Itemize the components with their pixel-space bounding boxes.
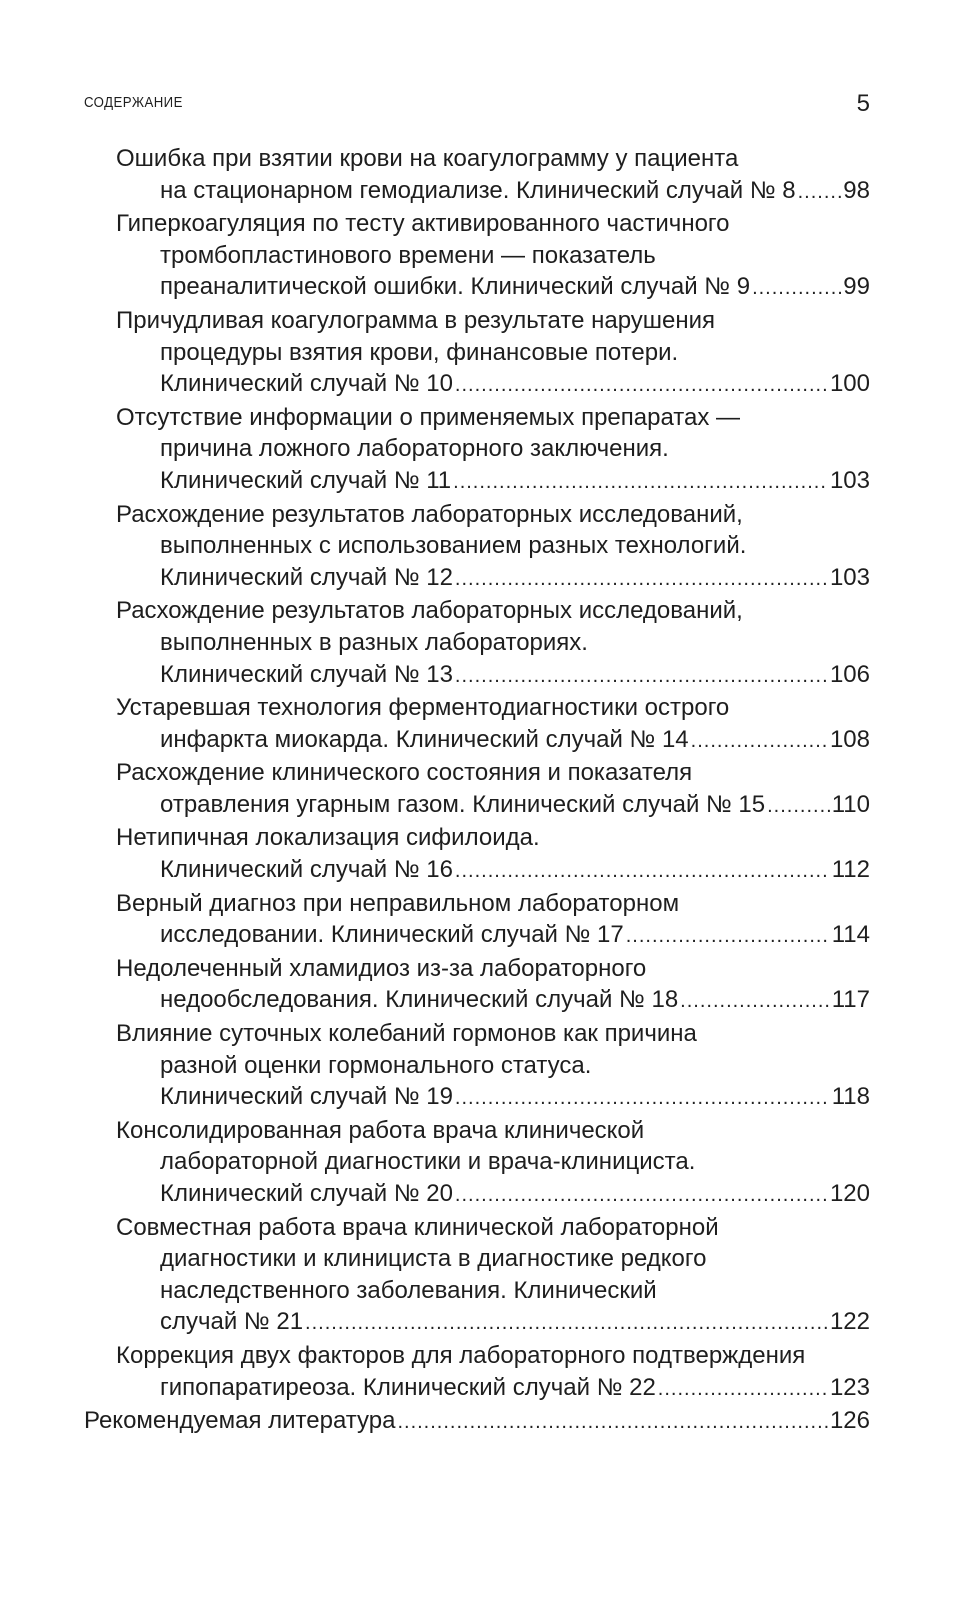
toc-entry-line: [116, 919, 870, 953]
toc-page-number: 126: [829, 1407, 870, 1435]
dot-leader: [455, 661, 828, 693]
toc-entry-line: [116, 368, 870, 402]
toc-entry-line: [116, 854, 870, 888]
toc-entry-text: Совместная работа врача клинической лабораторной: [116, 1213, 719, 1241]
toc-entry-line: [116, 337, 870, 369]
toc-page-number: 120: [829, 1180, 870, 1207]
toc-entry-line: [116, 757, 870, 789]
toc-entry[interactable]: [84, 1018, 870, 1115]
toc-entry-line: [116, 402, 870, 434]
toc-entry-line: [116, 530, 870, 562]
toc-entry-text: Ошибка при взятии крови на коагулограмму у пациента: [116, 145, 739, 172]
toc-entry-line: [116, 1018, 870, 1050]
toc-entry-line: [116, 1275, 870, 1307]
toc-entry-text: преаналитической ошибки. Клинический случай № 9: [160, 273, 751, 301]
toc-page-number: 103: [829, 563, 870, 591]
toc-entry-text: наследственного заболевания. Клинический: [160, 1276, 657, 1304]
running-title: СОДЕРЖАНИЕ: [84, 94, 183, 111]
toc-entry-text: тромбопластинового времени — показатель: [160, 241, 656, 269]
dot-leader: [691, 726, 828, 758]
toc-entry[interactable]: [84, 888, 870, 953]
toc-entry[interactable]: [84, 1340, 870, 1405]
toc-entry-text: Гиперкоагуляция по тесту активированного частичного: [116, 210, 730, 238]
toc-entry-text: Расхождение клинического состояния и показателя: [116, 759, 693, 787]
toc-entry-line: [116, 1306, 870, 1340]
toc-page-number: 114: [831, 921, 870, 949]
dot-leader: [798, 177, 842, 209]
dot-leader: [455, 1083, 830, 1115]
toc-page-number: 103: [829, 466, 870, 494]
toc-entry-line: [116, 433, 870, 465]
toc-entry-line: [116, 724, 870, 758]
toc-entry-line: [116, 240, 870, 272]
running-head: [84, 90, 870, 118]
toc-entry[interactable]: [84, 499, 870, 596]
toc-entry-text: процедуры взятия крови, финансовые потери.: [160, 338, 679, 366]
toc-entry-text: Верный диагноз при неправильном лабораторном: [116, 889, 680, 917]
toc-entry-text: случай № 21: [160, 1308, 304, 1336]
toc-entry-text: диагностики и клинициста в диагностике редкого: [160, 1245, 707, 1273]
dot-leader: [455, 564, 828, 596]
toc-entry[interactable]: [84, 757, 870, 822]
page-number: 5: [856, 90, 870, 117]
toc-entry-line: [116, 1178, 870, 1212]
toc-entry-line: [116, 1243, 870, 1275]
dot-leader: [455, 370, 828, 402]
dot-leader: [626, 921, 830, 953]
toc-page-number: 110: [831, 790, 870, 818]
toc-entry-text: Клинический случай № 12: [160, 563, 453, 591]
toc-entry[interactable]: [84, 143, 870, 208]
dot-leader: [767, 791, 830, 823]
toc-page-number: 122: [829, 1308, 870, 1336]
toc-entry-line: [116, 659, 870, 693]
toc-entry-line: [116, 822, 870, 854]
toc-entry-text: Консолидированная работа врача клинической: [116, 1116, 645, 1144]
toc-entry-line: [116, 208, 870, 240]
toc-entry-line: [116, 595, 870, 627]
toc-entry-line: [84, 1405, 870, 1439]
toc-entry-line: [116, 271, 870, 305]
toc-entry-line: [116, 562, 870, 596]
toc-entry-text: гипопаратиреоза. Клинический случай № 22: [160, 1373, 656, 1401]
toc-entry-line: [116, 1146, 870, 1178]
toc-entry-line: [116, 143, 870, 175]
dot-leader: [455, 856, 830, 888]
toc-entry-text: разной оценки гормонального статуса.: [160, 1051, 592, 1079]
toc-entry-line: [116, 789, 870, 823]
toc-entry-line: [116, 1081, 870, 1115]
toc-entry[interactable]: [84, 208, 870, 305]
toc-entry-text: выполненных с использованием разных технологий.: [160, 532, 747, 560]
toc-page-number: 106: [829, 660, 870, 688]
toc-entry-text: отравления угарным газом. Клинический случай № 15: [160, 790, 766, 818]
toc-entry-line: [116, 627, 870, 659]
dot-leader: [658, 1374, 828, 1406]
dot-leader: [305, 1308, 828, 1340]
dot-leader: [752, 273, 841, 305]
toc-entry-line: [116, 175, 870, 209]
dot-leader: [680, 986, 830, 1018]
toc-entry[interactable]: [84, 305, 870, 402]
toc-entry-text: Устаревшая технология ферментодиагностики острого: [116, 694, 730, 722]
toc-entry-text: недообследования. Клинический случай № 18: [160, 986, 679, 1014]
toc-entry-text: Клинический случай № 16: [160, 856, 453, 884]
toc-entry-text: Нетипичная локализация сифилоида.: [116, 824, 540, 852]
dot-leader: [453, 467, 828, 499]
toc-entry-text: Клинический случай № 10: [160, 370, 453, 398]
dot-leader: [455, 1180, 828, 1212]
toc-entry-text: Расхождение результатов лабораторных исследований,: [116, 500, 743, 528]
toc-entry-text: Влияние суточных колебаний гормонов как причина: [116, 1020, 697, 1048]
toc-page-number: 117: [831, 986, 870, 1014]
toc-entry-text: Причудливая коагулограмма в результате нарушения: [116, 306, 716, 334]
toc-page-number: 118: [831, 1083, 870, 1111]
toc-entry-text: лабораторной диагностики и врача-клинициста.: [160, 1148, 696, 1176]
toc-entry[interactable]: [84, 1115, 870, 1212]
toc-entry-line: [116, 1212, 870, 1244]
toc-entry[interactable]: [84, 402, 870, 499]
toc-entry-text: Расхождение результатов лабораторных исследований,: [116, 597, 743, 625]
toc-entry-line: [116, 305, 870, 337]
toc-entry[interactable]: [84, 822, 870, 887]
toc-page-number: 100: [829, 370, 870, 398]
toc-page-number: 99: [843, 273, 870, 301]
toc-page-number: 108: [829, 725, 870, 753]
toc-entry-line: [116, 953, 870, 985]
toc-entry-line: [116, 499, 870, 531]
toc-entry-text: Клинический случай № 13: [160, 660, 453, 688]
toc-entry-text: Клинический случай № 20: [160, 1180, 453, 1207]
table-of-contents: [84, 143, 870, 1439]
toc-entry-text: исследовании. Клинический случай № 17: [160, 921, 624, 949]
toc-entry-line: [116, 1115, 870, 1147]
toc-page-number: 123: [829, 1373, 870, 1401]
toc-page-number: 98: [843, 176, 870, 204]
toc-entry-text: Коррекция двух факторов для лабораторного подтверждения: [116, 1341, 806, 1369]
toc-entry[interactable]: [84, 692, 870, 757]
toc-page-number: 112: [831, 856, 870, 884]
toc-entry-text: Клинический случай № 11: [160, 466, 452, 494]
toc-entry-text: выполненных в разных лабораториях.: [160, 628, 588, 656]
toc-entry-line: [116, 1340, 870, 1372]
toc-entry[interactable]: [84, 1212, 870, 1340]
toc-entry-text: Недолеченный хламидиоз из-за лабораторного: [116, 954, 647, 982]
toc-entry-text: причина ложного лабораторного заключения.: [160, 435, 669, 463]
toc-entry[interactable]: [84, 953, 870, 1018]
toc-entry-line: [116, 465, 870, 499]
toc-entry-line: [116, 1050, 870, 1082]
toc-entry-line: [116, 984, 870, 1018]
toc-entry[interactable]: [84, 1405, 870, 1439]
toc-entry[interactable]: [84, 595, 870, 692]
toc-entry-text: на стационарном гемодиализе. Клинический случай № 8: [160, 176, 796, 204]
toc-entry-text: Отсутствие информации о применяемых препаратах —: [116, 403, 741, 431]
toc-entry-line: [116, 1372, 870, 1406]
toc-entry-text: Клинический случай № 19: [160, 1083, 453, 1111]
toc-entry-text: инфаркта миокарда. Клинический случай № 14: [160, 725, 689, 753]
toc-entry-line: [116, 888, 870, 920]
toc-entry-line: [116, 692, 870, 724]
toc-entry-text: Рекомендуемая литература: [84, 1407, 396, 1435]
dot-leader: [397, 1407, 828, 1439]
